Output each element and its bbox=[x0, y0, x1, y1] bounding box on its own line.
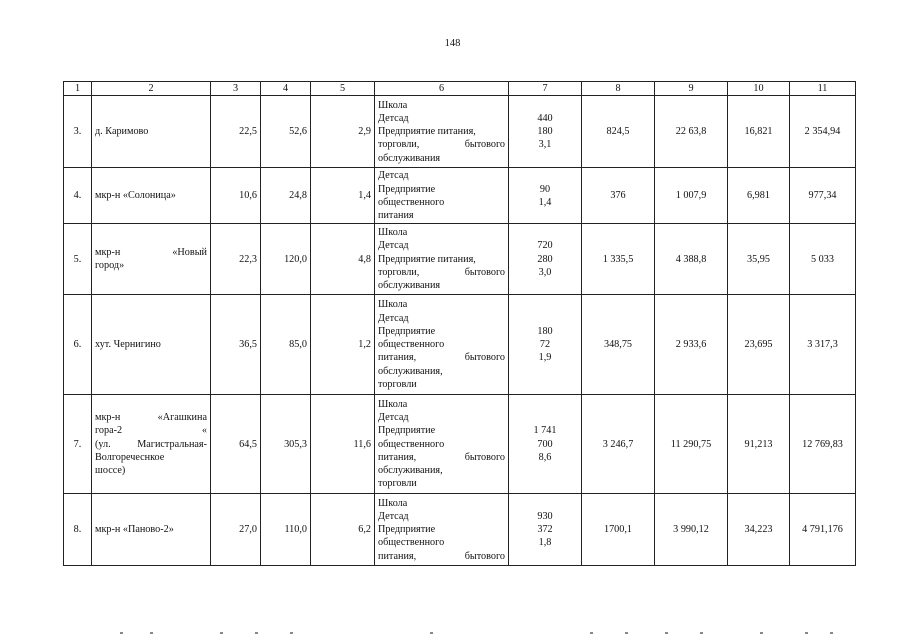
settlement-name-line: (ул. Магистральная- bbox=[95, 438, 207, 450]
table-row bbox=[64, 295, 856, 395]
facility-item: обслуживания, bbox=[378, 365, 443, 377]
column-header: 8 bbox=[582, 82, 655, 96]
facility-item: общественного bbox=[378, 196, 445, 208]
settlement-name-line: д. Каримово bbox=[95, 126, 149, 138]
scan-mark bbox=[255, 632, 258, 634]
capacity-item: 3,1 bbox=[538, 139, 552, 151]
scan-mark bbox=[120, 632, 123, 634]
scan-mark bbox=[760, 632, 763, 634]
facility-item: торговли bbox=[378, 478, 417, 490]
col10-value: 16,821 bbox=[728, 96, 790, 168]
col4-value: 85,0 bbox=[261, 295, 311, 395]
facility-item: общественного bbox=[378, 537, 445, 549]
column-header: 1 bbox=[64, 82, 92, 96]
facility-item: торговли, бытового bbox=[378, 266, 505, 278]
table-row bbox=[64, 96, 856, 168]
col3-value: 22,5 bbox=[211, 96, 261, 168]
settlement-name bbox=[92, 224, 211, 295]
col11-value: 3 317,3 bbox=[790, 295, 856, 395]
column-header: 3 bbox=[211, 82, 261, 96]
facility-item: обслуживания bbox=[378, 280, 441, 291]
column-number-row bbox=[64, 82, 856, 96]
col10-value: 23,695 bbox=[728, 295, 790, 395]
col9-value: 3 990,12 bbox=[655, 494, 728, 566]
facility-item: Предприятие питания, bbox=[378, 126, 476, 138]
column-header: 11 bbox=[790, 82, 856, 96]
col9-value: 22 63,8 bbox=[655, 96, 728, 168]
row-number: 8. bbox=[64, 494, 92, 566]
col9-value: 11 290,75 bbox=[655, 395, 728, 494]
capacity-item: 440 bbox=[537, 112, 553, 124]
facility-item: Школа bbox=[378, 497, 408, 509]
facility-item: Детсад bbox=[378, 412, 409, 424]
row-number: 4. bbox=[64, 168, 92, 224]
facility-item: Детсад bbox=[378, 312, 409, 324]
capacity-list bbox=[509, 224, 582, 295]
capacity-item: 280 bbox=[537, 253, 553, 265]
settlement-name bbox=[92, 494, 211, 566]
row-number: 3. bbox=[64, 96, 92, 168]
col10-value: 6,981 bbox=[728, 168, 790, 224]
col10-value: 91,213 bbox=[728, 395, 790, 494]
facility-item: Предприятие питания, bbox=[378, 253, 476, 265]
facility-list bbox=[375, 96, 509, 168]
facility-list bbox=[375, 395, 509, 494]
settlement-name-line: мкр-н «Новый bbox=[95, 247, 207, 258]
capacity-list bbox=[509, 168, 582, 224]
row-number: 5. bbox=[64, 224, 92, 295]
facility-list bbox=[375, 295, 509, 395]
facility-list bbox=[375, 494, 509, 566]
col5-value: 4,8 bbox=[311, 224, 375, 295]
settlement-name-line: хут. Чернигино bbox=[95, 339, 161, 351]
capacity-item: 72 bbox=[539, 339, 551, 351]
scan-mark bbox=[220, 632, 223, 634]
capacity-list bbox=[509, 295, 582, 395]
facility-list bbox=[375, 224, 509, 295]
col3-value: 10,6 bbox=[211, 168, 261, 224]
column-header: 10 bbox=[728, 82, 790, 96]
settlement-name bbox=[92, 168, 211, 224]
col9-value: 1 007,9 bbox=[655, 168, 728, 224]
capacity-item: 90 bbox=[539, 183, 551, 195]
capacity-item: 720 bbox=[537, 240, 553, 252]
col4-value: 110,0 bbox=[261, 494, 311, 566]
col5-value: 11,6 bbox=[311, 395, 375, 494]
scan-mark bbox=[805, 632, 808, 634]
capacity-list bbox=[509, 494, 582, 566]
col8-value: 824,5 bbox=[582, 96, 655, 168]
facility-item: Предприятие bbox=[378, 183, 436, 195]
col8-value: 1 335,5 bbox=[582, 224, 655, 295]
capacity-item: 180 bbox=[537, 126, 553, 138]
scan-mark bbox=[700, 632, 703, 634]
capacity-list bbox=[509, 395, 582, 494]
col3-value: 27,0 bbox=[211, 494, 261, 566]
settlement-name-line: гора-2 « bbox=[95, 425, 207, 437]
col4-value: 24,8 bbox=[261, 168, 311, 224]
col4-value: 52,6 bbox=[261, 96, 311, 168]
settlement-name-line: шоссе) bbox=[95, 465, 126, 476]
facility-list bbox=[375, 168, 509, 224]
facility-item: торговли, бытового bbox=[378, 139, 505, 151]
scan-mark bbox=[430, 632, 433, 634]
row-number: 7. bbox=[64, 395, 92, 494]
col10-value: 35,95 bbox=[728, 224, 790, 295]
facility-item: Детсад bbox=[378, 510, 409, 522]
scan-mark bbox=[625, 632, 628, 634]
capacity-item: 1,4 bbox=[538, 196, 552, 208]
settlement-name-line: Волгоречеснкое bbox=[95, 451, 165, 463]
settlement-name bbox=[92, 395, 211, 494]
capacity-item: 1 741 bbox=[533, 425, 557, 437]
col5-value: 1,4 bbox=[311, 168, 375, 224]
capacity-item: 8,6 bbox=[538, 451, 552, 463]
settlement-name-line: мкр-н «Паново-2» bbox=[95, 524, 174, 536]
facility-item: Предприятие bbox=[378, 425, 436, 437]
column-header: 5 bbox=[311, 82, 375, 96]
table-row bbox=[64, 224, 856, 295]
facility-item: обслуживания bbox=[378, 152, 441, 164]
row-number: 6. bbox=[64, 295, 92, 395]
column-header: 9 bbox=[655, 82, 728, 96]
capacity-item: 372 bbox=[537, 524, 553, 536]
table-body bbox=[64, 82, 856, 566]
scan-mark bbox=[150, 632, 153, 634]
column-header: 4 bbox=[261, 82, 311, 96]
facility-item: обслуживания, bbox=[378, 465, 443, 476]
col8-value: 348,75 bbox=[582, 295, 655, 395]
facility-item: Школа bbox=[378, 299, 408, 311]
col3-value: 36,5 bbox=[211, 295, 261, 395]
facility-item: питания bbox=[378, 209, 414, 221]
scan-artifacts bbox=[0, 632, 905, 636]
facility-item: Предприятие bbox=[378, 325, 436, 337]
settlement-name-line: мкр-н «Агашкина bbox=[95, 412, 207, 424]
capacity-item: 1,9 bbox=[538, 352, 552, 364]
table-row bbox=[64, 395, 856, 494]
col11-value: 5 033 bbox=[790, 224, 856, 295]
facility-item: питания, бытового bbox=[378, 451, 505, 463]
col11-value: 977,34 bbox=[790, 168, 856, 224]
facility-item: торговли bbox=[378, 378, 417, 390]
facility-item: Детсад bbox=[378, 240, 409, 252]
col8-value: 3 246,7 bbox=[582, 395, 655, 494]
facility-item: питания, бытового bbox=[378, 352, 505, 364]
col11-value: 12 769,83 bbox=[790, 395, 856, 494]
column-header: 6 bbox=[375, 82, 509, 96]
col9-value: 2 933,6 bbox=[655, 295, 728, 395]
settlement-name-line: город» bbox=[95, 260, 125, 272]
capacity-item: 930 bbox=[537, 510, 553, 522]
settlement-name bbox=[92, 96, 211, 168]
page-number: 148 bbox=[444, 38, 461, 49]
column-header: 7 bbox=[509, 82, 582, 96]
facility-item: Школа bbox=[378, 227, 408, 239]
facility-item: Детсад bbox=[378, 170, 409, 182]
scan-mark bbox=[290, 632, 293, 634]
col4-value: 120,0 bbox=[261, 224, 311, 295]
table-row bbox=[64, 168, 856, 224]
col11-value: 2 354,94 bbox=[790, 96, 856, 168]
col9-value: 4 388,8 bbox=[655, 224, 728, 295]
col3-value: 22,3 bbox=[211, 224, 261, 295]
col8-value: 376 bbox=[582, 168, 655, 224]
col3-value: 64,5 bbox=[211, 395, 261, 494]
settlement-name bbox=[92, 295, 211, 395]
data-table bbox=[63, 81, 856, 566]
capacity-item: 700 bbox=[537, 438, 553, 450]
col4-value: 305,3 bbox=[261, 395, 311, 494]
settlement-name-line: мкр-н «Солоница» bbox=[95, 190, 176, 202]
table-row bbox=[64, 494, 856, 566]
facility-item: Предприятие bbox=[378, 524, 436, 536]
col11-value: 4 791,176 bbox=[790, 494, 856, 566]
facility-item: Школа bbox=[378, 99, 408, 111]
column-header: 2 bbox=[92, 82, 211, 96]
facility-item: питания, бытового bbox=[378, 550, 505, 562]
capacity-item: 180 bbox=[537, 325, 553, 337]
col10-value: 34,223 bbox=[728, 494, 790, 566]
col5-value: 2,9 bbox=[311, 96, 375, 168]
col5-value: 1,2 bbox=[311, 295, 375, 395]
scan-mark bbox=[830, 632, 833, 634]
capacity-item: 3,0 bbox=[538, 266, 552, 278]
capacity-item: 1,8 bbox=[538, 537, 552, 549]
col5-value: 6,2 bbox=[311, 494, 375, 566]
scan-mark bbox=[590, 632, 593, 634]
capacity-list bbox=[509, 96, 582, 168]
facility-item: Школа bbox=[378, 398, 408, 410]
facility-item: Детсад bbox=[378, 112, 409, 124]
col8-value: 1700,1 bbox=[582, 494, 655, 566]
facility-item: общественного bbox=[378, 438, 445, 450]
facility-item: общественного bbox=[378, 339, 445, 351]
scan-mark bbox=[665, 632, 668, 634]
